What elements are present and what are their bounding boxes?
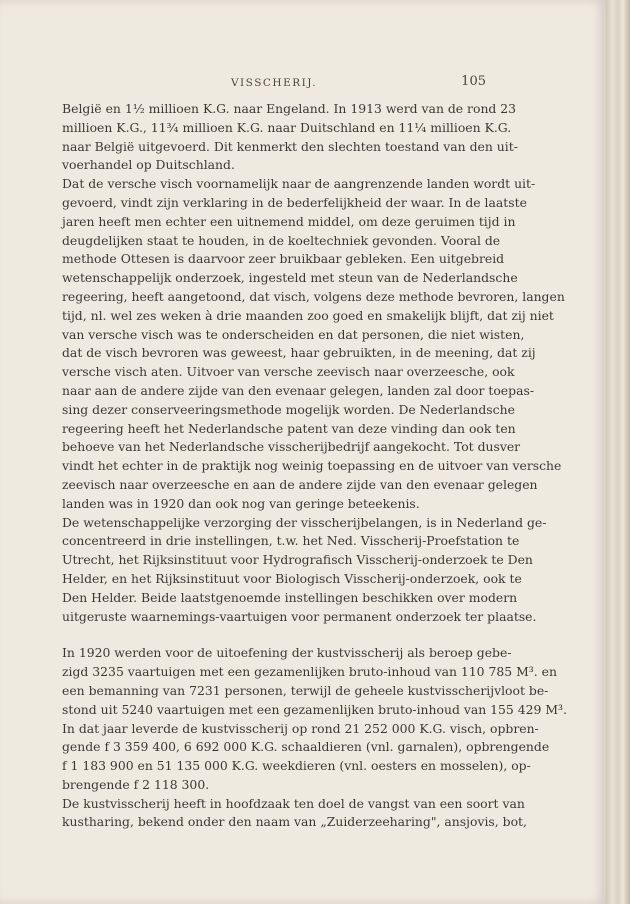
text-line: kustharing, bekend onder den naam van „Zuiderzeeharing", ansjovis, bot, [62, 814, 527, 830]
text-line: wetenschappelijk onderzoek, ingesteld met steun van de Nederlandsche [62, 270, 518, 286]
paragraph [62, 514, 547, 627]
text-line: In dat jaar leverde de kustvisscherij op rond 21 252 000 K.G. visch, opbren- [62, 720, 539, 736]
text-line: brengende f 2 118 300. [62, 776, 210, 792]
paragraph [62, 644, 567, 794]
text-line: Den Helder. Beide laatstgenoemde instellingen beschikken over modern [62, 589, 518, 605]
text-line: naar aan de andere zijde van den evenaar gelegen, landen zal door toepas- [62, 382, 535, 398]
text-line: naar België uitgevoerd. Dit kenmerkt den slechten toestand van den uit- [62, 138, 518, 154]
text-line: methode Ottesen is daarvoor zeer bruikbaar gebleken. Een uitgebreid [62, 251, 505, 267]
text-line: tijd, nl. wel zes weken à drie maanden zoo goed en smakelijk blijft, dat zij niet [62, 307, 554, 323]
page-header [62, 74, 486, 92]
text-line: Helder, en het Rijksinstituut voor Biologisch Visscherij-onderzoek, ook te [62, 570, 522, 586]
text-line: zeevisch naar overzeesche en aan de andere zijde van den evenaar gelegen [62, 476, 538, 492]
text-line: regeering heeft het Nederlandsche patent van deze vinding dan ook ten [62, 420, 516, 436]
text-line: een bemanning van 7231 personen, terwijl de geheele kustvisscherijvloot be- [62, 682, 549, 698]
paragraph [62, 175, 565, 513]
text-line: concentreerd in drie instellingen, t.w. het Ned. Visscherij-Proefstation te [62, 533, 520, 549]
text-line: van versche visch was te onderscheiden en dat personen, die niet wisten, [62, 326, 525, 342]
text-line: gende f 3 359 400, 6 692 000 K.G. schaaldieren (vnl. garnalen), opbrengende [62, 739, 550, 755]
text-line: De wetenschappelijke verzorging der visscherijbelangen, is in Nederland ge- [62, 514, 547, 530]
text-line: zigd 3235 vaartuigen met een gezamenlijken bruto-inhoud van 110 785 M³. en [62, 664, 557, 680]
text-line: Dat de versche visch voornamelijk naar de aangrenzende landen wordt uit- [62, 176, 536, 192]
text-line: uitgeruste waarnemings-vaartuigen voor permanent onderzoek ter plaatse. [62, 608, 537, 624]
text-line: In 1920 werden voor de uitoefening der kustvisscherij als beroep gebe- [62, 645, 512, 661]
page-edge [606, 0, 630, 904]
text-line: f 1 183 900 en 51 135 000 K.G. weekdieren (vnl. oesters en mosselen), op- [62, 758, 531, 774]
text-line: vindt het echter in de praktijk nog weinig toepassing en de uitvoer van versche [62, 458, 562, 474]
text-line: Utrecht, het Rijksinstituut voor Hydrografisch Visscherij-onderzoek te Den [62, 552, 533, 568]
paragraph [62, 795, 527, 833]
text-line: voerhandel op Duitschland. [62, 157, 235, 173]
text-line: gevoerd, vindt zijn verklaring in de bederfelijkheid der waar. In de laatste [62, 194, 527, 210]
text-line: stond uit 5240 vaartuigen met een gezamenlijken bruto-inhoud van 155 429 M³. [62, 701, 567, 717]
paragraph [62, 100, 518, 175]
text-line: België en 1½ millioen K.G. naar Engeland. In 1913 werd van de rond 23 [62, 101, 517, 116]
text-line: regeering, heeft aangetoond, dat visch, volgens deze methode bevroren, langen [62, 288, 565, 304]
text-line: jaren heeft men echter een uitnemend middel, om deze geruimen tijd in [62, 213, 516, 229]
text-line: millioen K.G., 11¾ millioen K.G. naar Duitschland en 11¼ millioen K.G. [62, 119, 512, 135]
text-line: sing dezer conserveeringsmethode mogelijk worden. De Nederlandsche [62, 401, 515, 417]
text-line: behoeve van het Nederlandsche visscherijbedrijf aangekocht. Tot dusver [62, 439, 521, 455]
page-number: 105 [461, 74, 486, 89]
body-text [62, 100, 567, 832]
text-line: versche visch aten. Uitvoer van versche zeevisch naar overzeesche, ook [62, 364, 515, 380]
text-line: deugdelijken staat te houden, in de koeltechniek gevonden. Vooral de [62, 232, 501, 248]
paragraph-gap [62, 626, 486, 644]
text-line: dat de visch bevroren was geweest, haar gebruikten, in de meening, dat zij [62, 345, 536, 361]
text-line: landen was in 1920 dan ook nog van geringe beteekenis. [62, 495, 420, 511]
text-line: De kustvisscherij heeft in hoofdzaak ten doel de vangst van een soort van [62, 795, 525, 811]
running-head: VISSCHERIJ. [230, 77, 318, 89]
